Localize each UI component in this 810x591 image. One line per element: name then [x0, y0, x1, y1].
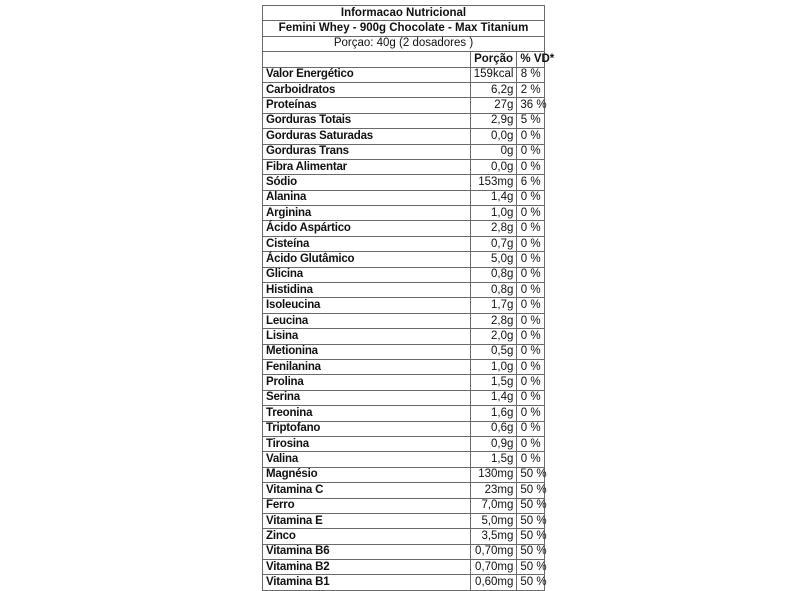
column-header-row: [263, 52, 545, 67]
nutrient-daily-value: 8 %: [517, 67, 545, 82]
table-row: [263, 283, 545, 298]
nutrient-amount: 1,0g: [470, 359, 517, 374]
nutrient-daily-value: 0 %: [517, 252, 545, 267]
table-row: [263, 498, 545, 513]
nutrient-daily-value: 0 %: [517, 267, 545, 282]
nutrient-daily-value: 0 %: [517, 236, 545, 251]
table-row: [263, 206, 545, 221]
nutrient-name: Valina: [263, 452, 471, 467]
nutrient-amount: 1,7g: [470, 298, 517, 313]
nutrient-name: Ferro: [263, 498, 471, 513]
nutrient-name: Vitamina B1: [263, 575, 471, 590]
nutrient-amount: 5,0mg: [470, 513, 517, 528]
nutrient-amount: 2,9g: [470, 113, 517, 128]
table-row: [263, 159, 545, 174]
nutrient-amount: 1,4g: [470, 390, 517, 405]
nutrient-daily-value: 0 %: [517, 359, 545, 374]
nutrient-daily-value: 0 %: [517, 452, 545, 467]
nutrient-amount: 0,0g: [470, 129, 517, 144]
table-row: [263, 113, 545, 128]
nutrient-name: Carboidratos: [263, 82, 471, 97]
table-row: [263, 221, 545, 236]
nutrient-amount: 0,6g: [470, 421, 517, 436]
table-row: [263, 98, 545, 113]
nutrient-amount: 1,5g: [470, 375, 517, 390]
nutrient-amount: 0,0g: [470, 159, 517, 174]
nutrient-daily-value: 50 %: [517, 575, 545, 590]
table-row: [263, 129, 545, 144]
nutrient-name: Arginina: [263, 206, 471, 221]
nutrient-daily-value: 0 %: [517, 221, 545, 236]
table-row: [263, 344, 545, 359]
table-row: [263, 483, 545, 498]
label-title: Informacao Nutricional: [263, 6, 545, 21]
table-row: [263, 313, 545, 328]
nutrient-name: Vitamina E: [263, 513, 471, 528]
nutrient-daily-value: 0 %: [517, 283, 545, 298]
table-row: [263, 560, 545, 575]
nutrient-amount: 27g: [470, 98, 517, 113]
nutrient-amount: 6,2g: [470, 82, 517, 97]
nutrient-name: Valor Energético: [263, 67, 471, 82]
table-row: [263, 298, 545, 313]
nutrient-name: Histidina: [263, 283, 471, 298]
table-row: [263, 406, 545, 421]
nutrient-daily-value: 0 %: [517, 313, 545, 328]
nutrient-name: Fibra Alimentar: [263, 159, 471, 174]
nutrient-name: Alanina: [263, 190, 471, 205]
nutrient-daily-value: 0 %: [517, 329, 545, 344]
nutrient-column-header: [263, 52, 471, 67]
table-row: [263, 67, 545, 82]
table-row: [263, 82, 545, 97]
nutrient-daily-value: 36 %: [517, 98, 545, 113]
table-row: [263, 436, 545, 451]
nutrient-name: Zinco: [263, 529, 471, 544]
table-row: [263, 175, 545, 190]
table-row: [263, 144, 545, 159]
nutrient-name: Ácido Aspártico: [263, 221, 471, 236]
nutrient-amount: 3,5mg: [470, 529, 517, 544]
nutrient-name: Proteínas: [263, 98, 471, 113]
nutrient-name: Serina: [263, 390, 471, 405]
nutrient-daily-value: 6 %: [517, 175, 545, 190]
nutrient-name: Gorduras Totais: [263, 113, 471, 128]
nutrient-amount: 0,70mg: [470, 560, 517, 575]
table-row: [263, 452, 545, 467]
nutrient-daily-value: 0 %: [517, 375, 545, 390]
nutrient-amount: 153mg: [470, 175, 517, 190]
table-row: [263, 575, 545, 590]
nutrient-amount: 1,6g: [470, 406, 517, 421]
nutrient-daily-value: 50 %: [517, 529, 545, 544]
nutrient-name: Isoleucina: [263, 298, 471, 313]
table-row: [263, 529, 545, 544]
nutrient-name: Leucina: [263, 313, 471, 328]
nutrient-daily-value: 0 %: [517, 390, 545, 405]
nutrient-daily-value: 0 %: [517, 190, 545, 205]
nutrient-daily-value: 0 %: [517, 129, 545, 144]
nutrient-name: Vitamina B2: [263, 560, 471, 575]
nutrient-name: Tirosina: [263, 436, 471, 451]
nutrient-name: Vitamina C: [263, 483, 471, 498]
nutrient-daily-value: 50 %: [517, 513, 545, 528]
table-row: [263, 359, 545, 374]
nutrient-name: Sódio: [263, 175, 471, 190]
nutrient-amount: 0,8g: [470, 283, 517, 298]
nutrient-daily-value: 0 %: [517, 206, 545, 221]
nutrient-amount: 0,70mg: [470, 544, 517, 559]
nutrient-name: Ácido Glutâmico: [263, 252, 471, 267]
serving-size: Porçao: 40g (2 dosadores ): [263, 36, 545, 51]
nutrition-rows: [263, 67, 545, 590]
nutrient-amount: 7,0mg: [470, 498, 517, 513]
table-row: [263, 236, 545, 251]
nutrient-daily-value: 0 %: [517, 406, 545, 421]
table-row: [263, 544, 545, 559]
table-row: [263, 190, 545, 205]
nutrient-daily-value: 2 %: [517, 82, 545, 97]
table-row: [263, 513, 545, 528]
nutrient-amount: 1,0g: [470, 206, 517, 221]
table-row: [263, 252, 545, 267]
nutrient-daily-value: 5 %: [517, 113, 545, 128]
nutrient-amount: 2,0g: [470, 329, 517, 344]
table-row: [263, 329, 545, 344]
nutrient-daily-value: 0 %: [517, 298, 545, 313]
nutrient-daily-value: 0 %: [517, 344, 545, 359]
nutrient-name: Gorduras Saturadas: [263, 129, 471, 144]
nutrient-amount: 5,0g: [470, 252, 517, 267]
nutrient-name: Vitamina B6: [263, 544, 471, 559]
nutrient-name: Treonina: [263, 406, 471, 421]
nutrient-amount: 0,60mg: [470, 575, 517, 590]
nutrient-name: Triptofano: [263, 421, 471, 436]
nutrient-name: Magnésio: [263, 467, 471, 482]
table-row: [263, 390, 545, 405]
nutrient-daily-value: 50 %: [517, 467, 545, 482]
product-name: Femini Whey - 900g Chocolate - Max Titanium: [263, 21, 545, 36]
nutrient-amount: 2,8g: [470, 221, 517, 236]
product-row: [263, 21, 545, 36]
nutrient-amount: 130mg: [470, 467, 517, 482]
nutrient-amount: 159kcal: [470, 67, 517, 82]
nutrient-daily-value: 50 %: [517, 498, 545, 513]
nutrient-amount: 1,4g: [470, 190, 517, 205]
nutrient-daily-value: 50 %: [517, 544, 545, 559]
nutrient-name: Metionina: [263, 344, 471, 359]
table-row: [263, 375, 545, 390]
serving-row: [263, 36, 545, 51]
nutrient-amount: 0,8g: [470, 267, 517, 282]
nutrition-facts-table: [262, 5, 555, 591]
nutrient-daily-value: 0 %: [517, 436, 545, 451]
nutrient-amount: 1,5g: [470, 452, 517, 467]
nutrient-amount: 0,7g: [470, 236, 517, 251]
nutrient-amount: 23mg: [470, 483, 517, 498]
nutrient-amount: 0,5g: [470, 344, 517, 359]
nutrient-daily-value: 0 %: [517, 421, 545, 436]
nutrient-amount: 2,8g: [470, 313, 517, 328]
nutrient-name: Fenilanina: [263, 359, 471, 374]
nutrient-name: Gorduras Trans: [263, 144, 471, 159]
nutrient-name: Prolina: [263, 375, 471, 390]
nutrient-name: Lisina: [263, 329, 471, 344]
nutrient-daily-value: 0 %: [517, 144, 545, 159]
nutrition-header: [263, 6, 555, 68]
nutrient-daily-value: 0 %: [517, 159, 545, 174]
nutrient-name: Glicina: [263, 267, 471, 282]
table-row: [263, 467, 545, 482]
nutrient-daily-value: 50 %: [517, 560, 545, 575]
table-row: [263, 267, 545, 282]
portion-column-header: Porção: [470, 52, 517, 67]
nutrient-amount: 0,9g: [470, 436, 517, 451]
table-row: [263, 421, 545, 436]
nutrient-name: Cisteína: [263, 236, 471, 251]
dv-column-header: % VD*: [517, 52, 545, 67]
nutrient-daily-value: 50 %: [517, 483, 545, 498]
title-row: [263, 6, 545, 21]
nutrient-amount: 0g: [470, 144, 517, 159]
